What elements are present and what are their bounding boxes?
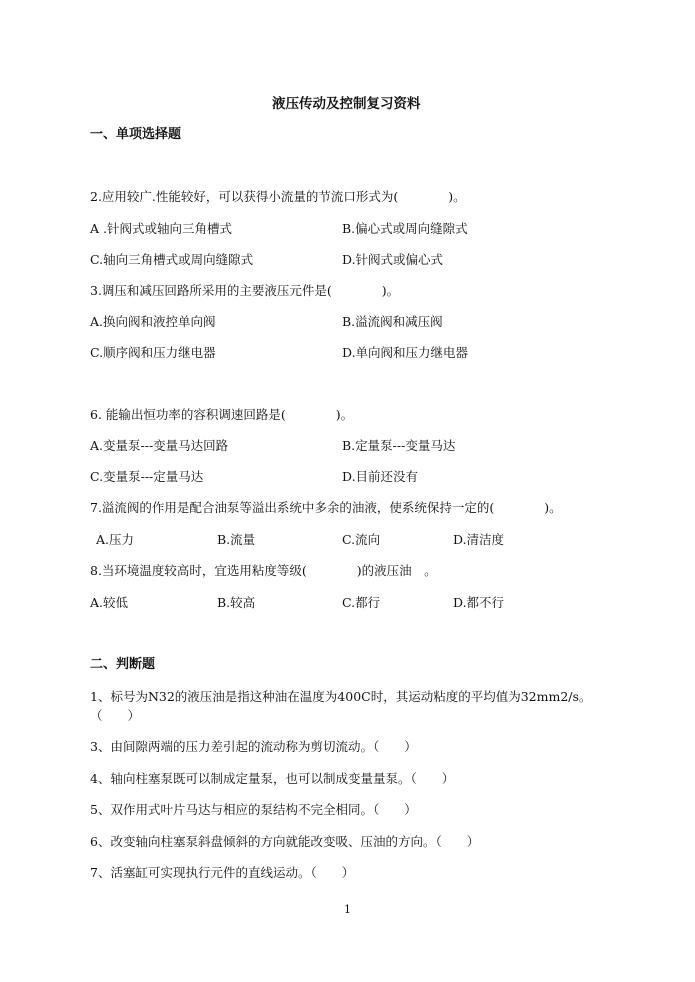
option: B.偏心式或周向缝隙式 [342, 221, 468, 236]
option: D.清洁度 [453, 532, 505, 547]
option: B.定量泵---变量马达 [342, 438, 456, 453]
judgment-item: 3、由间隙两端的压力差引起的流动称为剪切流动。（ ） [90, 739, 417, 754]
question-stem: 7.溢流阀的作用是配合油泵等溢出系统中多余的油液，使系统保持一定的( )。 [90, 500, 562, 515]
option: A.变量泵---变量马达回路 [90, 438, 229, 453]
section-heading-single-choice: 一、单项选择题 [90, 127, 182, 142]
question-stem: 3.调压和减压回路所采用的主要液压元件是( )。 [90, 283, 400, 298]
option: D.都不行 [453, 595, 505, 610]
option: C.都行 [342, 595, 381, 610]
option: B.流量 [217, 532, 256, 547]
option: B.较高 [217, 595, 256, 610]
question-stem: 6. 能输出恒功率的容积调速回路是( )。 [90, 407, 354, 422]
judgment-item: 6、改变轴向柱塞泵斜盘倾斜的方向就能改变吸、压油的方向。（ ） [90, 834, 480, 849]
option: A .针阀式或轴向三角槽式 [90, 221, 232, 236]
option: C.顺序阀和压力继电器 [90, 345, 216, 360]
option: C.轴向三角槽式或周向缝隙式 [90, 252, 254, 267]
option: B.溢流阀和减压阀 [342, 314, 443, 329]
judgment-item: 4、轴向柱塞泵既可以制成定量泵，也可以制成变量量泵。（ ） [90, 771, 455, 786]
option: A.换向阀和液控单向阀 [90, 314, 216, 329]
page-number: 1 [344, 903, 351, 916]
option: D.单向阀和压力继电器 [342, 345, 469, 360]
judgment-item: 7、活塞缸可实现执行元件的直线运动。（ ） [90, 865, 355, 880]
question-stem: 2.应用较广.性能较好，可以获得小流量的节流口形式为( )。 [90, 189, 466, 204]
option: D.针阀式或偏心式 [342, 252, 444, 267]
question-stem: 8.当环境温度较高时，宜选用粘度等级( )的液压油 。 [90, 563, 437, 578]
judgment-item: 5、双作用式叶片马达与相应的泵结构不完全相同。（ ） [90, 802, 417, 817]
option: C.变量泵---定量马达 [90, 469, 204, 484]
document-title: 液压传动及控制复习资料 [272, 96, 421, 112]
option: D.目前还没有 [342, 469, 419, 484]
option: A.压力 [96, 532, 135, 547]
option: A.较低 [90, 595, 129, 610]
option: C.流向 [342, 532, 381, 547]
section-heading-true-false: 二、判断题 [90, 657, 156, 672]
judgment-item: 1、标号为N32的液压油是指这种油在温度为400C时，其运动粘度的平均值为32mm2/s。 [90, 689, 592, 704]
judgment-answer-blank: （ ） [90, 708, 141, 723]
